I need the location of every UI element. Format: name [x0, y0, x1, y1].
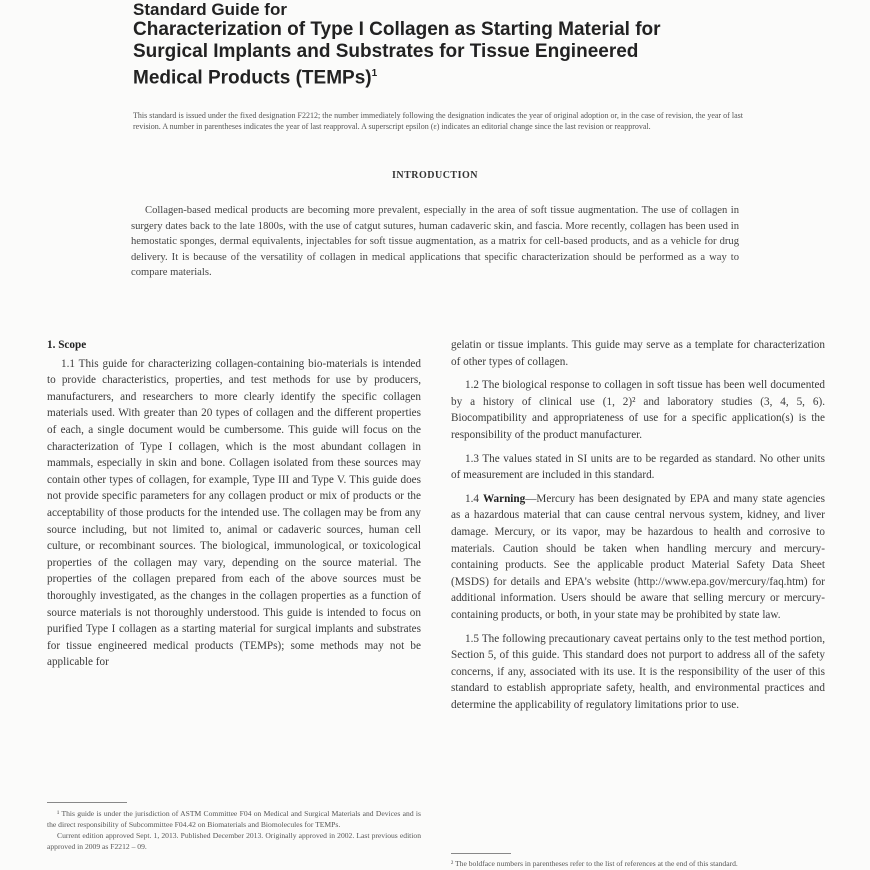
- right-column: [451, 337, 825, 713]
- paragraph-1-4-label: 1.4: [465, 492, 483, 505]
- issue-note: This standard is issued under the fixed designation F2212; the number immediately following the designation indicates the year of original adoption or, in the case of revision, the year of last revision. A number in parentheses indicates the year of last reapproval. A superscript epsilon (ε) indicates an editorial change since the last revision or reapproval.: [133, 111, 743, 131]
- paragraph-1-4: [451, 491, 825, 624]
- paragraph-1-3: 1.3 The values stated in SI units are to be regarded as standard. No other units of measurement are included in this standard.: [451, 452, 825, 482]
- section-title-scope: 1. Scope: [47, 339, 87, 351]
- footnote-divider: [47, 802, 127, 803]
- title-line-4: [133, 63, 753, 89]
- footnote-2: ² The boldface numbers in parentheses refer to the list of references at the end of this standard.: [451, 859, 738, 868]
- introduction-text: Collagen-based medical products are becoming more prevalent, especially in the area of soft tissue augmentation. The use of collagen in surgery dates back to the late 1800s, with the use of catgut sutures, human cadaveric skin, and fascia. More recently, collagen has been used in hemostatic sponges, dermal equivalents, injectables for soft tissue augmentation, as a matrix for cell-based products, and as a vehicle for drug delivery. It is because of the versatility of collagen in medical applications that specific characterization should be performed as a way to compare materials.: [131, 205, 739, 278]
- introduction-heading: INTRODUCTION: [391, 170, 478, 181]
- document-title: [133, 0, 753, 89]
- left-column: [47, 337, 421, 671]
- title-line-1: Standard Guide for: [133, 0, 287, 19]
- paragraph-1-2: 1.2 The biological response to collagen in soft tissue has been well documented by a history of clinical use (1, 2)² and laboratory studies (3, 4, 5, 6). Biocompatibility and appropriateness of use for a specific application(s) is the responsibility of the product manufacturer.: [451, 379, 825, 441]
- footnote-1: ¹ This guide is under the jurisdiction of ASTM Committee F04 on Medical and Surgical Materials and Devices and is the direct responsibility of Subcommittee F04.42 on Biomaterials and Biomolecules for TEMPs.: [47, 809, 421, 829]
- footnote-divider-right: [451, 853, 511, 854]
- footnotes-left: [47, 808, 421, 852]
- paragraph-1-1-continued: gelatin or tissue implants. This guide may serve as a template for characterization of other types of collagen.: [451, 339, 825, 368]
- title-footnote-mark: 1: [371, 68, 378, 79]
- title-line-2: Characterization of Type I Collagen as Starting Material for: [133, 19, 661, 40]
- paragraph-1-4-text: —Mercury has been designated by EPA and many state agencies as a hazardous material that can cause central nervous system, kidney, and liver damage. Mercury, or its vapor, may be hazardous to health and corrosive to materials. Caution should be taken when handling mercury and mercury-containing products. See the applicable product Material Safety Data Sheet (MSDS) for details and EPA's website (http://www.epa.gov/mercury/faq.htm) for additional information. Users should be aware that selling mercury or mercury-containing products, or both, in your state may be prohibited by state law.: [451, 492, 826, 621]
- title-line-3: Surgical Implants and Substrates for Tissue Engineered: [133, 41, 639, 62]
- title-line-4-text: Medical Products (TEMPs): [133, 67, 372, 89]
- paragraph-1-1: 1.1 This guide for characterizing collagen-containing bio-materials is intended to provide characteristics, properties, and test methods for use by producers, manufacturers, and researchers to more clearly identify the specific collagen materials used. With greater than 20 types of collagen and the different properties of each, a single document would be cumbersome. This guide will focus on the characterization of Type I collagen, which is the most abundant collagen in mammals, especially in skin and bone. Collagen isolated from these sources may contain other types of collagen, for example, Type III and Type V. This guide does not provide specific parameters for any collagen product or mix of products or the acceptability of those products for the intended use. The collagen may be from any source including, but not limited to, animal or cadaveric sources, human cell culture, or recombinant sources. The biological, immunological, or toxicological properties of the collagen may vary, depending on the source material. The properties of the collagen prepared from each of the above sources must be thoroughly investigated, as the changes in the collagen properties as a function of source materials is not thoroughly understood. This guide is intended to focus on purified Type I collagen as a starting material for surgical implants and substrates for tissue engineered medical products (TEMPs); some methods may not be applicable for: [47, 357, 421, 669]
- paragraph-1-5: 1.5 The following precautionary caveat pertains only to the test method portion, Section 5, of this guide. This standard does not purport to address all of the safety concerns, if any, associated with its use. It is the responsibility of the user of this standard to establish appropriate safety, health, and environmental practices and determine the applicability of regulatory limitations prior to use.: [451, 632, 825, 711]
- warning-label: Warning: [482, 492, 526, 505]
- footnote-1b: Current edition approved Sept. 1, 2013. Published December 2013. Originally approved in 2002. Last previous edition approved in 2009 as F2212 – 09.: [47, 831, 421, 851]
